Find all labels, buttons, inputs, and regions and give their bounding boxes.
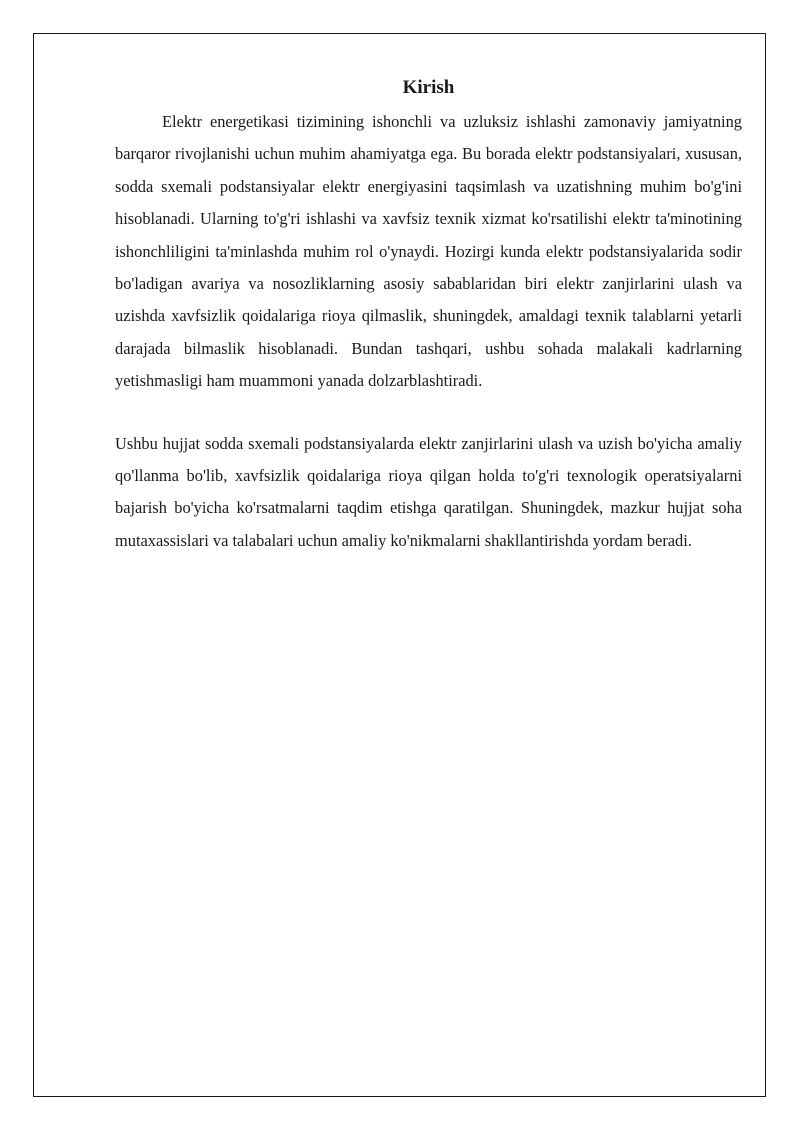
document-body (115, 74, 742, 557)
section-title: Kirish (402, 77, 455, 98)
paragraph-intro: Elektr energetikasi tizimining ishonchli va uzluksiz ishlashi zamonaviy jamiyatning barqaror rivojlanishi uchun muhim ahamiyatga ega. Bu borada elektr podstansiyalari, xususan, sodda sxemali podstansiyalar elektr energiyasini taqsimlash va uzatishning muhim bo'g'ini hisoblanadi. Ularning to'g'ri ishlashi va xavfsiz texnik xizmat ko'rsatilishi elektr ta'minotining ishonchliligini ta'minlashda muhim rol o'ynaydi. Hozirgi kunda elektr podstansiyalarida sodir bo'ladigan avariya va nosozliklarning asosiy sabablaridan biri elektr zanjirlarini ulash va uzishda xavfsizlik qoidalariga rioya qilmaslik, shuningdek, amaldagi texnik talablarni yetarli darajada bilmaslik hisoblanadi. Bundan tashqari, ushbu sohada malakali kadrlarning yetishmasligi ham muammoni yanada dolzarblashtiradi. (115, 112, 742, 391)
paragraph-purpose: Ushbu hujjat sodda sxemali podstansiyalarda elektr zanjirlarini ulash va uzish bo'yicha amaliy qo'llanma bo'lib, xavfsizlik qoidalariga rioya qilgan holda to'g'ri texnologik operatsiyalarni bajarish bo'yicha ko'rsatmalarni taqdim etishga qaratilgan. Shuningdek, mazkur hujjat soha mutaxassislari va talabalari uchun amaliy ko'nikmalarni shakllantirishda yordam beradi. (115, 433, 742, 550)
paragraph-spacer (115, 398, 742, 428)
